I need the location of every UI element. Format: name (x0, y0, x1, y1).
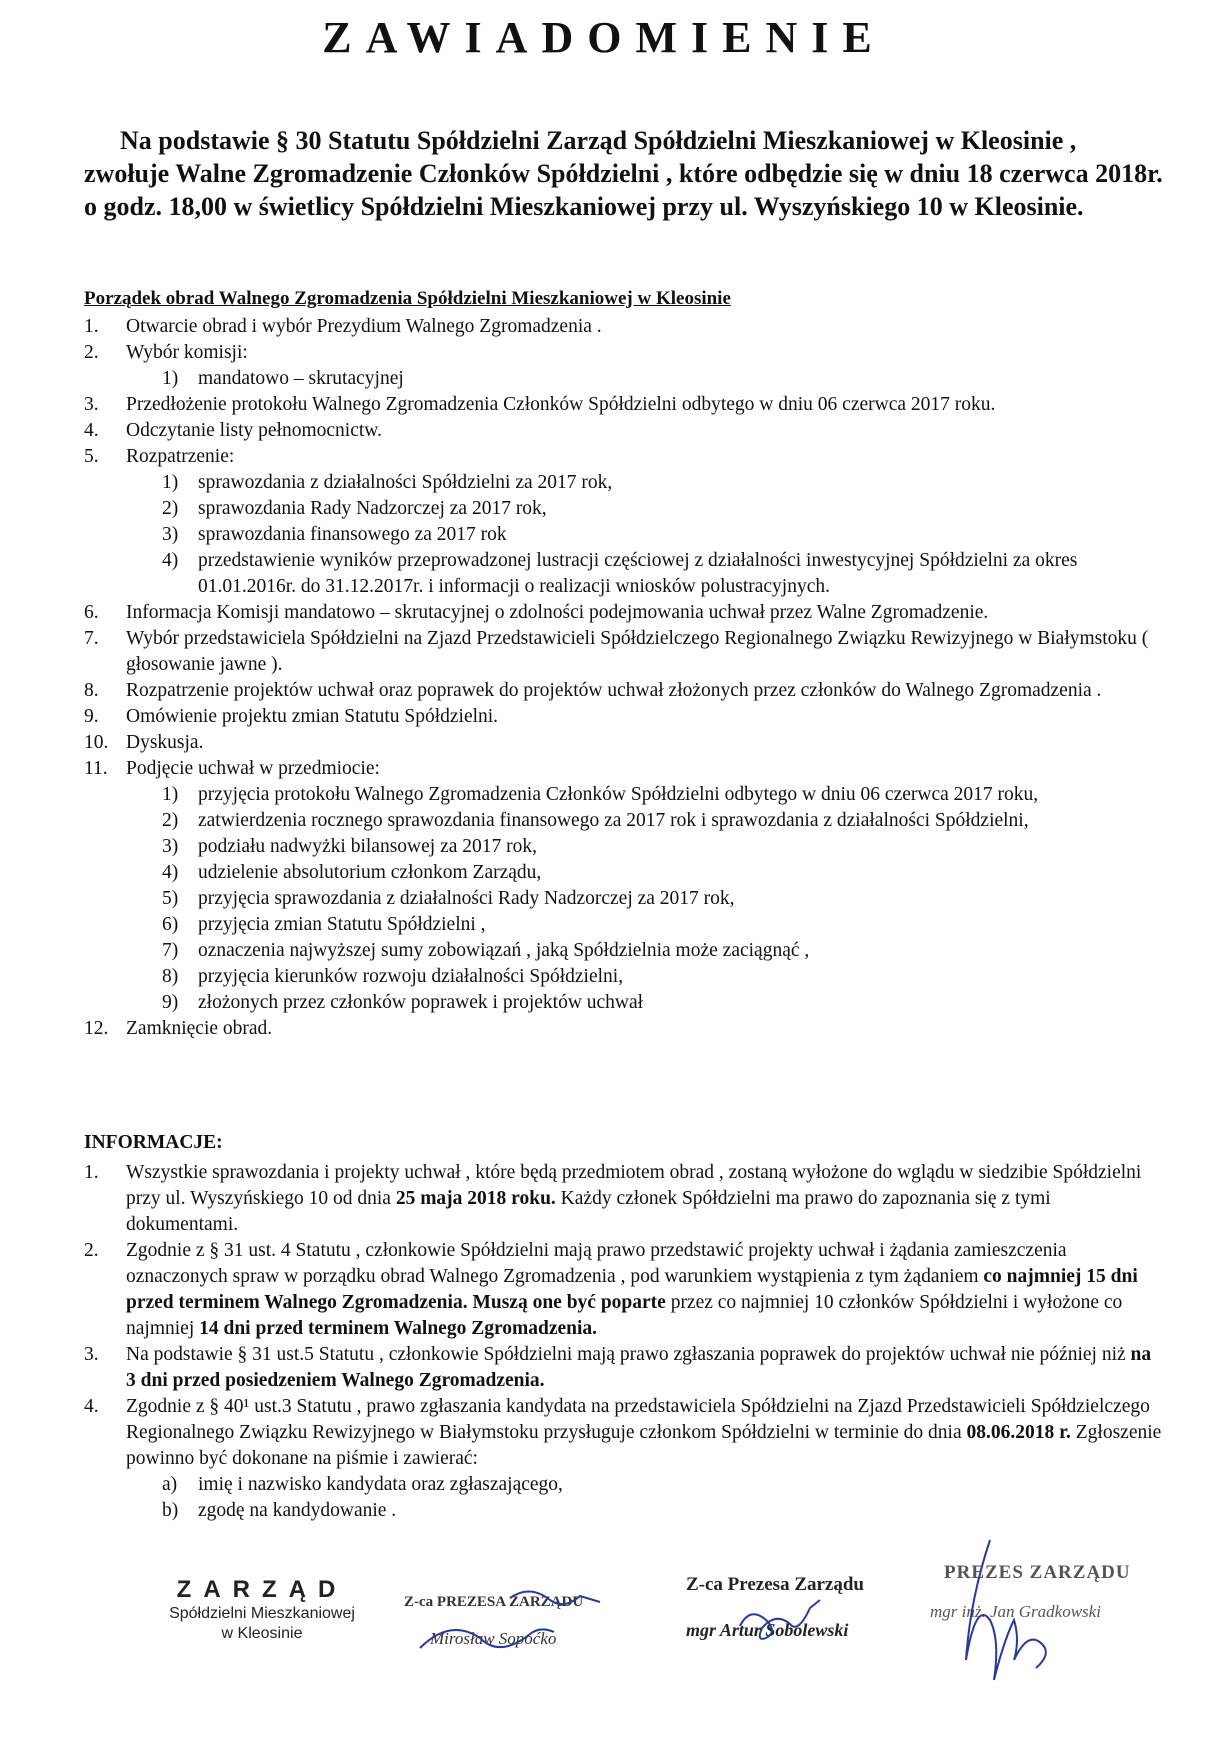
info-item-text (126, 1238, 1164, 1342)
deputy1-signature (404, 1594, 644, 1649)
info-item-text (126, 1342, 1164, 1394)
agenda-subitem-number: 4) (162, 550, 179, 571)
agenda-item-text: Zamknięcie obrad. (126, 1018, 273, 1039)
agenda-subitem-number: 4) (162, 862, 179, 883)
agenda-subitem (84, 470, 1164, 496)
agenda-list (84, 314, 1164, 1042)
agenda-subitem-text: podziału nadwyżki bilansowej za 2017 rok, (198, 836, 537, 857)
info-text-part: przez co najmniej 10 członków Spółdzielni i wyłożone co najmniej (126, 1292, 1123, 1339)
agenda-subitem (84, 886, 1164, 912)
info-subitem-letter: a) (162, 1474, 178, 1495)
agenda-subitem-text: przyjęcia kierunków rozwoju działalności Spółdzielni, (198, 966, 624, 987)
info-item-number: 2. (84, 1240, 99, 1261)
info-item (84, 1238, 1164, 1342)
agenda-item-text: Dyskusja. (126, 732, 204, 753)
agenda-subitem-text: udzielenie absolutorium członkom Zarządu, (198, 862, 542, 883)
agenda-subitem (84, 912, 1164, 938)
document-title: ZAWIADOMIENIE (322, 13, 886, 62)
deputy2-signature (686, 1574, 916, 1641)
agenda-subitem (84, 496, 1164, 522)
agenda-item-text: Przedłożenie protokołu Walnego Zgromadzenia Członków Spółdzielni odbytego w dniu 06 czerwca 2017 roku. (126, 394, 996, 415)
info-item-number: 3. (84, 1344, 99, 1365)
agenda-item-text: Informacja Komisji mandatowo – skrutacyjnej o zdolności podejmowania uchwał przez Walne Zgromadzenie. (126, 602, 989, 623)
info-item (84, 1342, 1164, 1394)
agenda-subitem-number: 1) (162, 368, 179, 389)
agenda-subitem-number: 7) (162, 940, 179, 961)
board-stamp (142, 1576, 382, 1644)
info-item-text (126, 1394, 1164, 1472)
agenda-item-number: 5. (84, 446, 99, 467)
info-item-number: 4. (84, 1396, 99, 1417)
agenda-item-text: Rozpatrzenie: (126, 446, 235, 467)
agenda-item-number: 1. (84, 316, 99, 337)
agenda-item (84, 444, 1164, 470)
agenda-item (84, 704, 1164, 730)
deputy2-name: mgr Artur Sobolewski (686, 1620, 849, 1640)
info-subitem-text: imię i nazwisko kandydata oraz zgłaszającego, (198, 1474, 563, 1495)
agenda-item (84, 730, 1164, 756)
info-list (84, 1160, 1164, 1524)
agenda-subitem-number: 2) (162, 810, 179, 831)
intro-text: Na podstawie § 30 Statutu Spółdzielni Zarząd Spółdzielni Mieszkaniowej w Kleosinie , zwołuje Walne Zgromadzenie Członków Spółdzielni , które odbędzie się w dniu 18 czerwca 2018r. o godz. 18,00 w świetlicy Spółdzielni Mieszkaniowej przy ul. Wyszyńskiego 10 w Kleosinie. (84, 126, 1163, 221)
agenda-subitem (84, 366, 1164, 392)
agenda-subitem (84, 860, 1164, 886)
board-stamp-line2: w Kleosinie (221, 1625, 303, 1642)
agenda-item-number: 11. (84, 758, 108, 779)
agenda-item-number: 6. (84, 602, 99, 623)
agenda-subitem-number: 2) (162, 498, 179, 519)
info-text-part: Każdy członek Spółdzielni ma prawo do zapoznania się z tymi dokumentami. (126, 1188, 1051, 1235)
agenda-subitem-text: zatwierdzenia rocznego sprawozdania finansowego za 2017 rok i sprawozdania z działalności Spółdzielni, (198, 810, 1029, 831)
info-emphasis: 25 maja 2018 roku. (395, 1188, 556, 1209)
agenda-item (84, 418, 1164, 444)
agenda-item-text: Wybór przedstawiciela Spółdzielni na Zjazd Przedstawicieli Spółdzielczego Regionalnego Związku Rewizyjnego w Białymstoku ( głosowanie jawne ). (126, 628, 1149, 675)
info-emphasis: 14 dni przed terminem Walnego Zgromadzenia. (199, 1318, 598, 1339)
info-emphasis: na 3 dni przed posiedzeniem Walnego Zgromadzenia. (126, 1344, 1152, 1391)
info-heading: INFORMACJE: (84, 1132, 223, 1153)
info-text-part: Zgłoszenie powinno być dokonane na piśmie i zawierać: (126, 1422, 1162, 1469)
agenda-subitem (84, 938, 1164, 964)
agenda-subitem-number: 9) (162, 992, 179, 1013)
agenda-item (84, 626, 1164, 678)
info-text-part: Zgodnie z § 40¹ ust.3 Statutu , prawo zgłaszania kandydata na przedstawiciela Spółdzielni na Zjazd Przedstawicieli Spółdzielczego Regionalnego Związku Rewizyjnego w Białymstoku przysługuje członkom Spółdzielni w terminie do dnia (126, 1396, 1150, 1443)
agenda-subitem-text: przyjęcia sprawozdania z działalności Rady Nadzorczej za 2017 rok, (198, 888, 735, 909)
agenda-subitem-number: 5) (162, 888, 179, 909)
agenda-subitem-number: 1) (162, 784, 179, 805)
agenda-item-number: 10. (84, 732, 109, 753)
agenda-subitem-text: sprawozdania finansowego za 2017 rok (198, 524, 507, 545)
info-subitem (84, 1498, 1164, 1524)
agenda-item-number: 4. (84, 420, 99, 441)
info-subitem-text: zgodę na kandydowanie . (198, 1500, 397, 1521)
agenda-item-text: Podjęcie uchwał w przedmiocie: (126, 758, 380, 779)
agenda-item-text: Odczytanie listy pełnomocnictw. (126, 420, 382, 441)
agenda-item (84, 600, 1164, 626)
deputy2-role: Z-ca Prezesa Zarządu (686, 1574, 864, 1595)
board-stamp-title: ZARZĄD (176, 1576, 348, 1603)
info-text-part: Wszystkie sprawozdania i projekty uchwał , które będą przedmiotem obrad , zostaną wyłożone do wglądu w siedzibie Spółdzielni przy ul. Wyszyńskiego 10 od dnia (126, 1162, 1142, 1209)
agenda-subitem (84, 548, 1164, 600)
agenda-item-number: 8. (84, 680, 99, 701)
agenda-subitem (84, 808, 1164, 834)
agenda-item (84, 340, 1164, 366)
info-subitem (84, 1472, 1164, 1498)
agenda-subitem-number: 8) (162, 966, 179, 987)
agenda-subitem (84, 782, 1164, 808)
agenda-item-number: 3. (84, 394, 99, 415)
info-text-part: Zgodnie z § 31 ust. 4 Statutu , członkowie Spółdzielni mają prawo przedstawić projekty uchwał i żądania zamieszczenia oznaczonych spraw w porządku obrad Walnego Zgromadzenia , pod warunkiem wystąpienia z tym żądaniem (126, 1240, 1067, 1287)
agenda-subitem-text: oznaczenia najwyższej sumy zobowiązań , jaką Spółdzielnia może zaciągnąć , (198, 940, 810, 961)
agenda-subitem-number: 3) (162, 836, 179, 857)
agenda-subitem-text: złożonych przez członków poprawek i projektów uchwał (198, 992, 644, 1013)
agenda-item (84, 756, 1164, 782)
agenda-item (84, 314, 1164, 340)
agenda-item-number: 12. (84, 1018, 109, 1039)
intro-paragraph (84, 124, 1164, 223)
board-stamp-line1: Spółdzielni Mieszkaniowej (169, 1605, 355, 1622)
agenda-subitem-text: przyjęcia zmian Statutu Spółdzielni , (198, 914, 486, 935)
info-text-part: Na podstawie § 31 ust.5 Statutu , członkowie Spółdzielni mają prawo zgłaszania poprawek do projektów uchwał nie później niż (126, 1344, 1131, 1365)
agenda-subitem-text: mandatowo – skrutacyjnej (198, 368, 404, 389)
deputy1-role: Z-ca PREZESA ZARZĄDU (404, 1594, 584, 1610)
agenda-item (84, 1016, 1164, 1042)
agenda-subitem-number: 6) (162, 914, 179, 935)
agenda-item-text: Rozpatrzenie projektów uchwał oraz poprawek do projektów uchwał złożonych przez członków do Walnego Zgromadzenia . (126, 680, 1102, 701)
agenda-subitem-number: 1) (162, 472, 179, 493)
agenda-subitem-text: przyjęcia protokołu Walnego Zgromadzenia Członków Spółdzielni odbytego w dniu 06 czerwca 2017 roku, (198, 784, 1039, 805)
agenda-item (84, 678, 1164, 704)
info-item (84, 1160, 1164, 1238)
info-item-number: 1. (84, 1162, 99, 1183)
agenda-item-text: Omówienie projektu zmian Statutu Spółdzielni. (126, 706, 499, 727)
info-item (84, 1394, 1164, 1472)
agenda-subitem (84, 964, 1164, 990)
agenda-subitem (84, 834, 1164, 860)
deputy1-name: Mirosław Sopoćko (430, 1629, 557, 1648)
agenda-subitem (84, 522, 1164, 548)
agenda-subitem-text: sprawozdania Rady Nadzorczej za 2017 rok, (198, 498, 547, 519)
info-item-text (126, 1160, 1164, 1238)
info-emphasis: co najmniej 15 dni przed terminem Walnego Zgromadzenia. Muszą one być poparte (126, 1266, 1138, 1313)
agenda-item-number: 9. (84, 706, 99, 727)
president-name: mgr inż. Jan Gradkowski (930, 1602, 1101, 1621)
agenda-item-text: Otwarcie obrad i wybór Prezydium Walnego Zgromadzenia . (126, 316, 602, 337)
agenda-subitem (84, 990, 1164, 1016)
agenda-item-number: 2. (84, 342, 99, 363)
president-role: PREZES ZARZĄDU (944, 1562, 1131, 1583)
agenda-item-number: 7. (84, 628, 99, 649)
agenda-heading: Porządek obrad Walnego Zgromadzenia Spółdzielni Mieszkaniowej w Kleosinie (84, 288, 731, 309)
agenda-item (84, 392, 1164, 418)
info-subitem-letter: b) (162, 1500, 179, 1521)
agenda-subitem-text: sprawozdania z działalności Spółdzielni za 2017 rok, (198, 472, 613, 493)
info-emphasis: 08.06.2018 r. (966, 1422, 1071, 1443)
agenda-subitem-text: przedstawienie wyników przeprowadzonej lustracji częściowej z działalności inwestycyjnej Spółdzielni za okres 01.01.2016r. do 31.12.2017r. i informacji o realizacji wniosków polustracyjnych. (198, 550, 1078, 597)
agenda-subitem-number: 3) (162, 524, 179, 545)
president-signature (930, 1562, 1180, 1622)
agenda-item-text: Wybór komisji: (126, 342, 248, 363)
